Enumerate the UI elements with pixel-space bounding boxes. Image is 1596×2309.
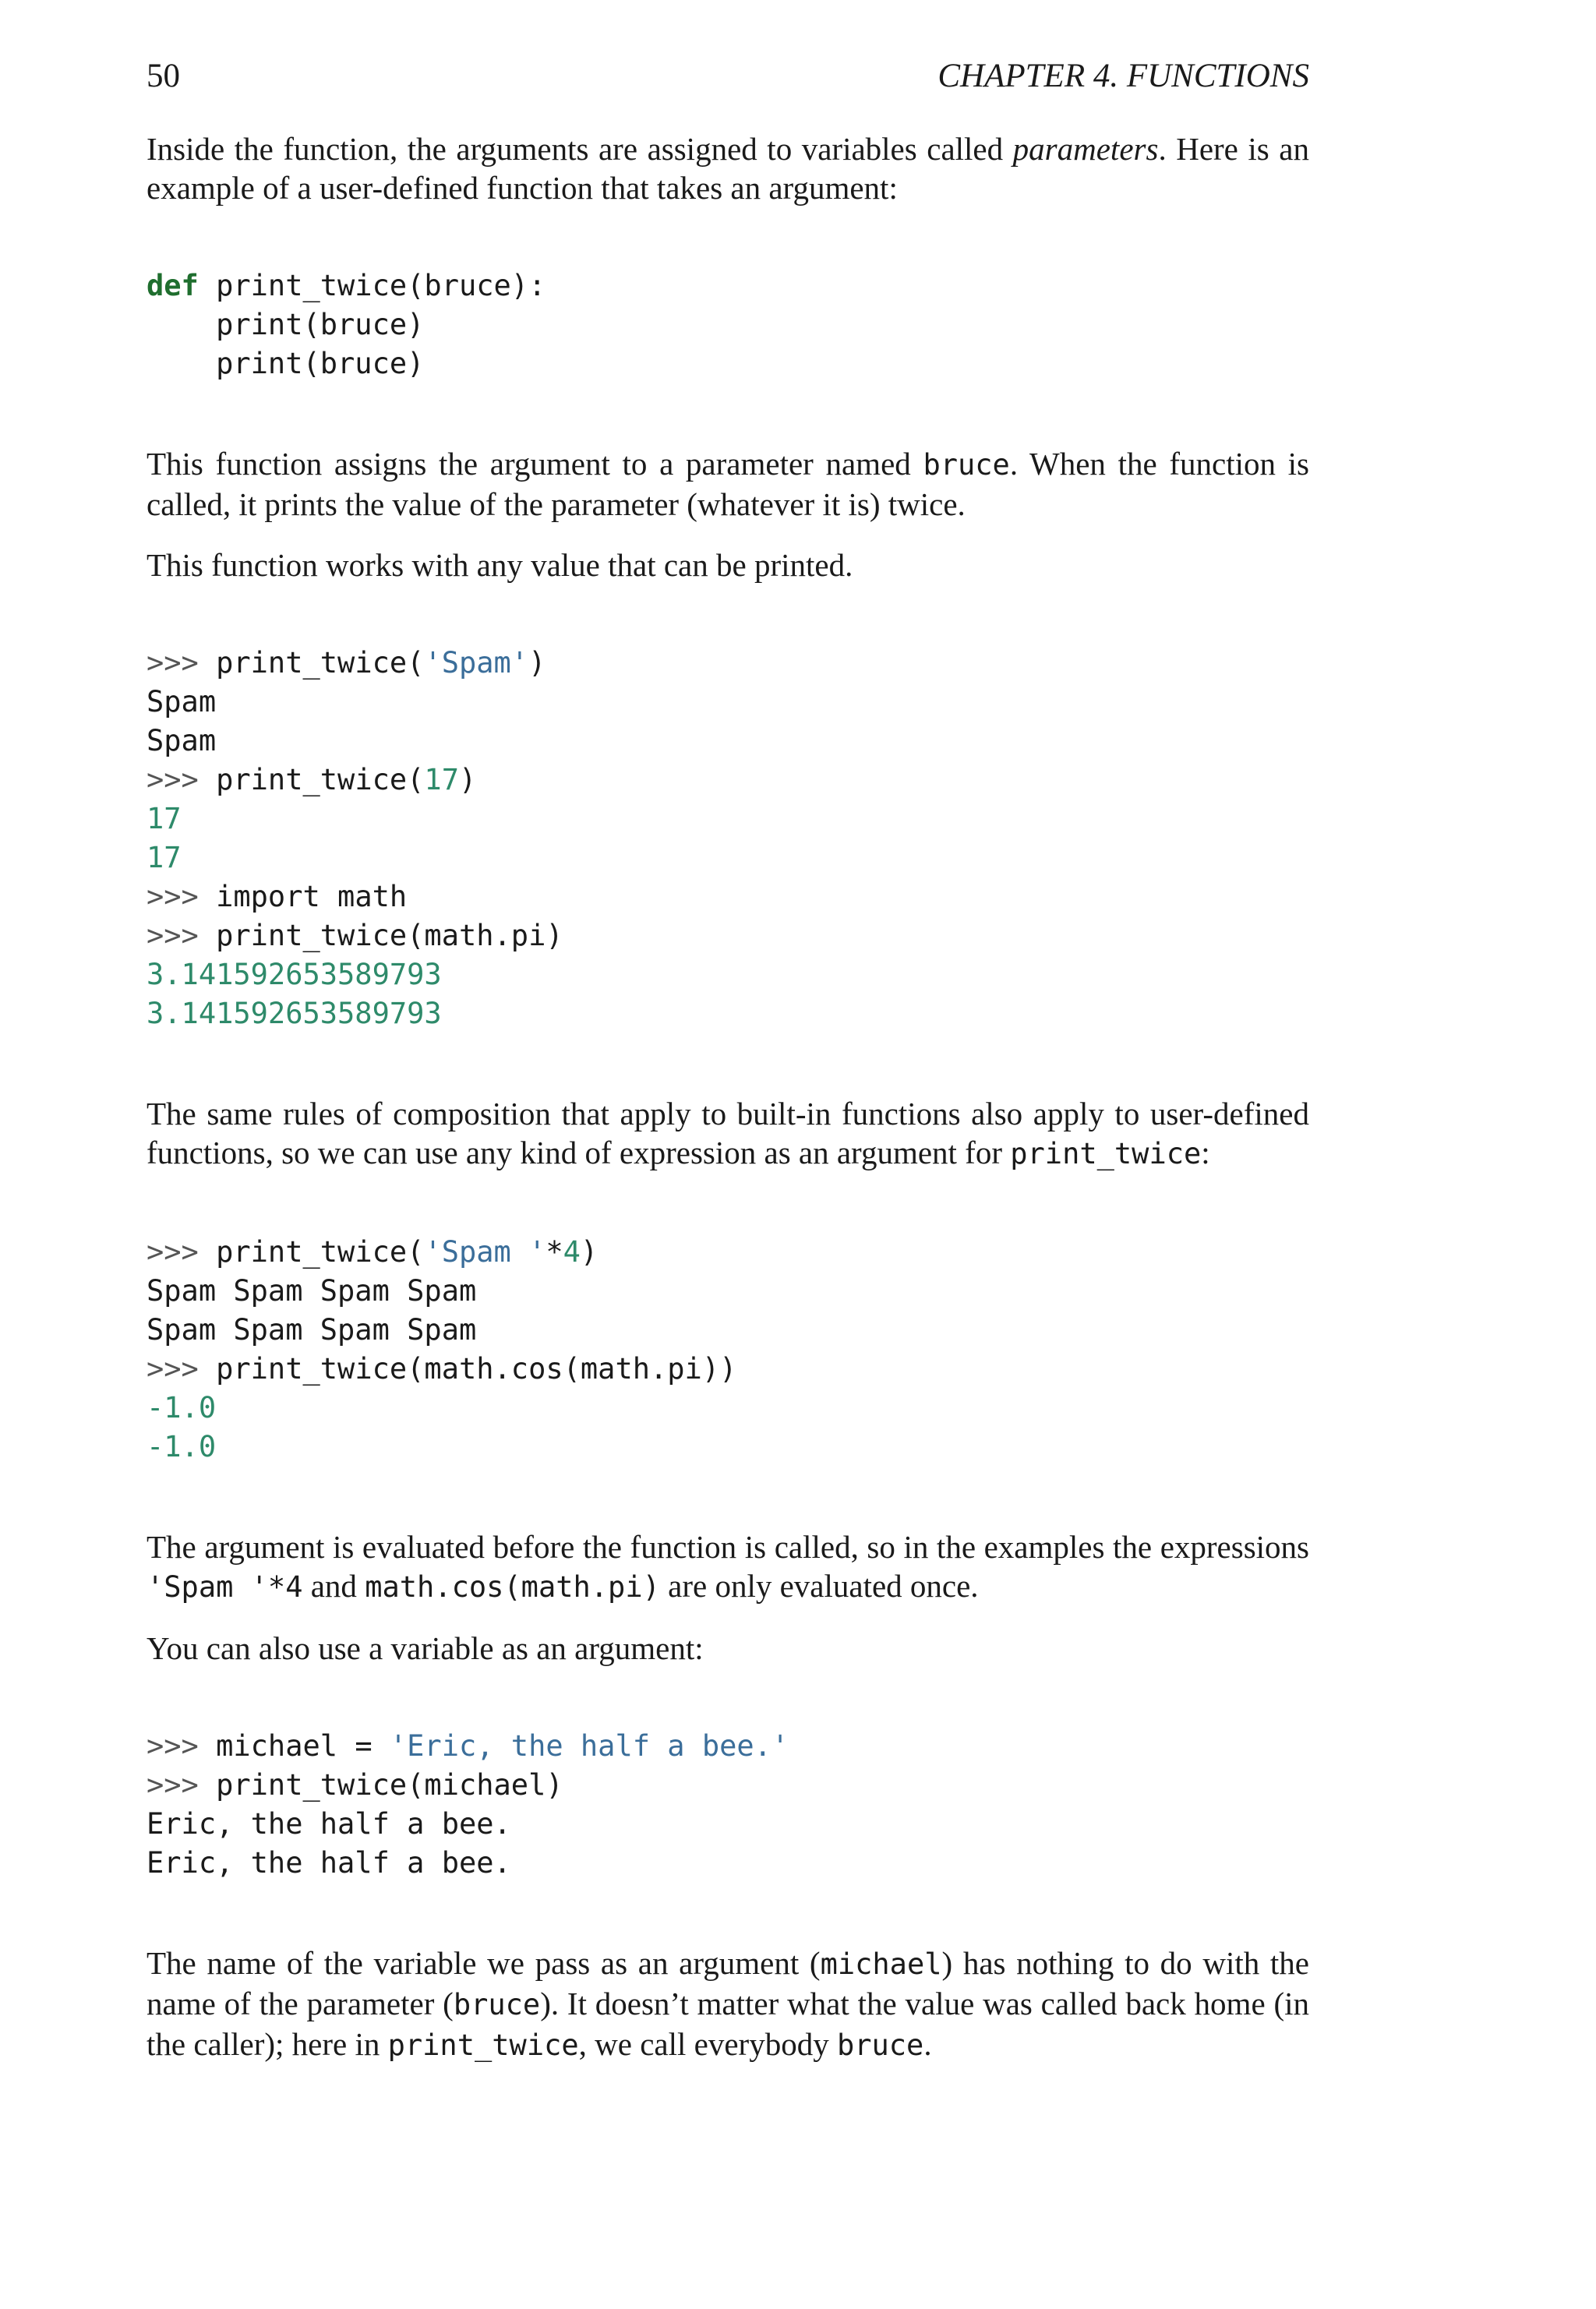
paragraph-parameters: Inside the function, the arguments are assigned to variables called parameters. Here is an example of a user-defined function that takes an argument: [147, 131, 1309, 206]
code-line: >>> michael = 'Eric, the half a bee.' [147, 1729, 789, 1763]
code-output: 17 [147, 841, 182, 874]
code-block-repl-1 [147, 644, 1309, 1033]
code-block-repl-2 [147, 1233, 1309, 1467]
code-output: 17 [147, 802, 182, 835]
code-line: >>> print_twice(math.pi) [147, 919, 563, 952]
repl-prompt: >>> [147, 646, 217, 680]
chapter-title: CHAPTER 4. FUNCTIONS [937, 58, 1309, 94]
inline-code: bruce [836, 2028, 924, 2062]
inline-code: bruce [923, 448, 1010, 482]
repl-prompt: >>> [147, 1729, 217, 1763]
inline-code: print_twice [1010, 1137, 1202, 1170]
paragraph-variable-name: The name of the variable we pass as an argument (michael) has nothing to do with the name of the parameter (bruce). It doesn’t matter what the value was called back home (in the caller); here in print_twice, we call everybody bruce. [147, 1945, 1310, 2062]
code-block-def [147, 267, 1309, 383]
code-output: -1.0 [147, 1391, 217, 1425]
inline-code: 'Spam '*4 [147, 1570, 303, 1604]
repl-prompt: >>> [147, 1235, 217, 1269]
book-page [147, 55, 1309, 2087]
code-line: >>> print_twice(michael) [147, 1768, 563, 1802]
code-output: Eric, the half a bee. [147, 1807, 511, 1841]
paragraph-variable-argument: You can also use a variable as an argument: [147, 1630, 704, 1666]
code-output: 3.141592653589793 [147, 997, 442, 1030]
repl-prompt: >>> [147, 919, 217, 952]
code-line: >>> print_twice(math.cos(math.pi)) [147, 1352, 737, 1386]
code-output: -1.0 [147, 1430, 217, 1463]
paragraph-composition: The same rules of composition that apply to built-in functions also apply to user-defined functions, so we can use any kind of expression as an argument for print_twice: [147, 1096, 1309, 1170]
inline-code: bruce [453, 1988, 541, 2021]
keyword-def: def [147, 269, 199, 302]
repl-prompt: >>> [147, 763, 217, 796]
inline-code: math.cos(math.pi) [365, 1570, 660, 1604]
page-header [147, 55, 1309, 98]
code-output: Spam [147, 724, 217, 757]
code-block-repl-3 [147, 1727, 1309, 1883]
page-number: 50 [147, 58, 180, 94]
paragraph-any-value: This function works with any value that can be printed. [147, 547, 853, 583]
term-parameters: parameters [1012, 131, 1159, 167]
code-line: >>> print_twice(17) [147, 763, 477, 796]
repl-prompt: >>> [147, 1352, 217, 1386]
inline-code: print_twice [387, 2028, 579, 2062]
code-output: 3.141592653589793 [147, 958, 442, 991]
code-line: print(bruce) [147, 308, 425, 341]
paragraph-assigns: This function assigns the argument to a parameter named bruce. When the function is called, it prints the value of the parameter (whatever it is) twice. [147, 446, 1309, 522]
code-line: def print_twice(bruce): [147, 269, 546, 302]
repl-prompt: >>> [147, 880, 217, 913]
code-output: Spam Spam Spam Spam [147, 1274, 477, 1308]
inline-code: michael [820, 1947, 942, 1981]
code-line: >>> import math [147, 880, 408, 913]
code-line: print(bruce) [147, 347, 425, 380]
code-output: Spam [147, 685, 217, 718]
code-line: >>> print_twice('Spam '*4) [147, 1235, 598, 1269]
code-output: Eric, the half a bee. [147, 1846, 511, 1880]
code-line: >>> print_twice('Spam') [147, 646, 546, 680]
code-output: Spam Spam Spam Spam [147, 1313, 477, 1347]
repl-prompt: >>> [147, 1768, 217, 1802]
paragraph-evaluated: The argument is evaluated before the function is called, so in the examples the expressions 'Spam '*4 and math.cos(math.pi) are only evaluated once. [147, 1529, 1309, 1604]
